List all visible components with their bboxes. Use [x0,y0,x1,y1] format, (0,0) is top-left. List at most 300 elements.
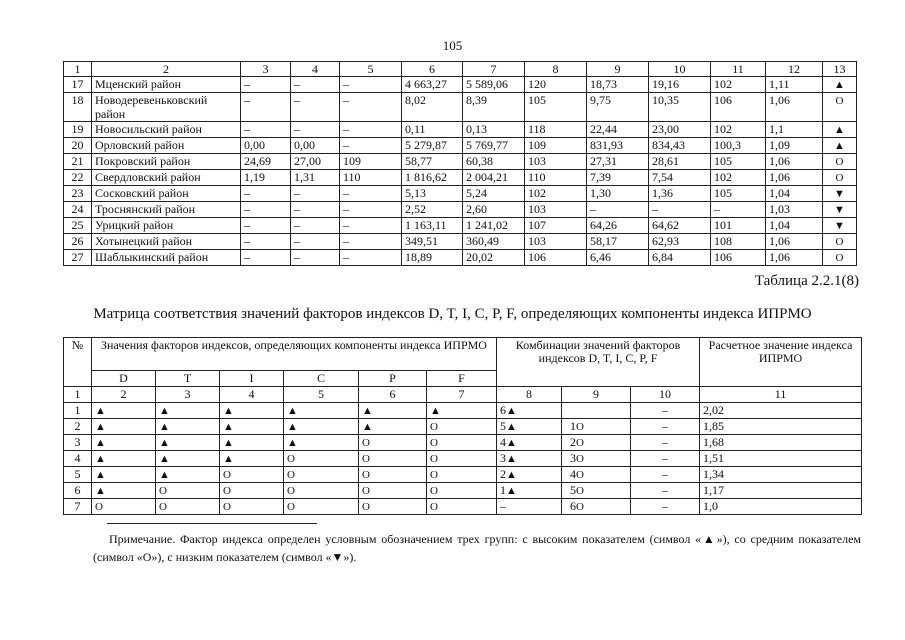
table-row [64,186,857,202]
column-number: 4 [220,387,284,403]
value-cell: – [649,202,711,218]
factor-letter: P [359,371,427,387]
value-cell: 1,04 [766,218,823,234]
district-name: Сосковский район [92,186,241,202]
indicator-cell [823,202,857,218]
value-cell: – [291,122,340,138]
column-number: 11 [700,387,862,403]
calculated-value: 2,02 [700,403,862,419]
district-indicators-table [63,61,857,266]
header-factor-values: Значения факторов индексов, определяющих компоненты индекса ИПРМО [92,338,497,371]
value-cell: – [241,202,291,218]
triangle-up-icon: ▲ [223,453,234,465]
combination-cell: – [631,451,700,467]
triangle-down-icon: ▼ [834,220,845,232]
value-cell: – [241,234,291,250]
combination-cell: – [631,499,700,515]
calculated-value: 1,68 [700,435,862,451]
value-cell: 1,04 [766,186,823,202]
row-number: 6 [64,483,92,499]
circle-icon: O [223,485,231,497]
row-number: 21 [64,154,92,170]
circle-icon: O [362,501,370,513]
circle-icon: O [287,501,295,513]
value-cell: 18,73 [587,77,649,93]
combination-cell: – [631,483,700,499]
value-cell: 102 [711,77,766,93]
factor-cell [92,467,156,483]
value-cell: 22,44 [587,122,649,138]
value-cell: 8,39 [463,93,525,122]
value-cell: 108 [711,234,766,250]
value-cell: 106 [711,93,766,122]
district-name: Свердловский район [92,170,241,186]
factor-cell [156,451,220,467]
value-cell: 349,51 [402,234,463,250]
value-cell: 6,46 [587,250,649,266]
circle-icon: O [835,236,844,248]
row-number: 20 [64,138,92,154]
header-calculated-value: Расчетное значение индекса ИПРМО [700,338,862,387]
table2-numbers-row [64,387,862,403]
combination-cell [497,451,562,467]
value-cell: 58,17 [587,234,649,250]
value-cell: 1,06 [766,170,823,186]
triangle-up-icon: ▲ [159,437,170,449]
combination-count: – [500,499,507,513]
column-number: 4 [291,62,340,77]
table-row [64,138,857,154]
table1-header-row [64,62,857,77]
calculated-value: 1,17 [700,483,862,499]
triangle-up-icon: ▲ [287,421,298,433]
triangle-up-icon: ▲ [834,124,845,136]
value-cell: 105 [711,186,766,202]
column-number: 5 [284,387,359,403]
combination-count: 2 [570,435,577,449]
factor-letter: F [427,371,497,387]
value-cell: 5,13 [402,186,463,202]
combination-cell: – [631,419,700,435]
combination-count: 1 [570,419,577,433]
column-number: 2 [92,62,241,77]
value-cell: 102 [525,186,587,202]
circle-icon: O [287,485,295,497]
combination-cell [562,451,631,467]
district-name: Орловский район [92,138,241,154]
column-number: 5 [340,62,402,77]
circle-icon: O [576,485,584,497]
value-cell: 9,75 [587,93,649,122]
value-cell: 0,00 [291,138,340,154]
value-cell: 1 241,02 [463,218,525,234]
factor-cell [156,467,220,483]
value-cell: 5,24 [463,186,525,202]
district-name: Новосильский район [92,122,241,138]
factor-cell [427,499,497,515]
circle-icon: O [159,501,167,513]
row-number: 18 [64,93,92,122]
table-row [64,467,862,483]
triangle-up-icon: ▲ [159,469,170,481]
value-cell: 106 [711,250,766,266]
column-number: 6 [402,62,463,77]
header-number: № [64,338,92,387]
triangle-up-icon: ▲ [506,421,517,433]
value-cell: 120 [525,77,587,93]
triangle-up-icon: ▲ [287,405,298,417]
value-cell: 2,52 [402,202,463,218]
value-cell: 1 816,62 [402,170,463,186]
factor-cell [220,435,284,451]
value-cell: 62,93 [649,234,711,250]
value-cell: 23,00 [649,122,711,138]
calculated-value: 1,0 [700,499,862,515]
combination-count: 6 [570,499,577,513]
triangle-up-icon: ▲ [506,469,517,481]
factor-cell [92,483,156,499]
factor-cell [92,499,156,515]
factor-cell [427,419,497,435]
district-name: Шаблыкинский район [92,250,241,266]
factor-cell [284,499,359,515]
footnote-divider [107,523,317,524]
value-cell: 1,31 [291,170,340,186]
circle-icon: O [223,501,231,513]
triangle-up-icon: ▲ [362,405,373,417]
triangle-up-icon: ▲ [506,405,517,417]
combination-cell [562,403,631,419]
column-number: 12 [766,62,823,77]
value-cell: 109 [525,138,587,154]
row-number: 3 [64,435,92,451]
value-cell: – [291,234,340,250]
row-number: 2 [64,419,92,435]
triangle-up-icon: ▲ [834,140,845,152]
combination-cell [562,483,631,499]
row-number: 19 [64,122,92,138]
header-combinations: Комбинации значений факторов индексов D, T, I, C, P, F [497,338,700,387]
value-cell: – [340,218,402,234]
value-cell: 110 [340,170,402,186]
combination-count: 5 [500,419,507,433]
indicator-cell [823,138,857,154]
triangle-up-icon: ▲ [159,453,170,465]
value-cell: 103 [525,202,587,218]
row-number: 24 [64,202,92,218]
value-cell: 7,54 [649,170,711,186]
factor-cell [359,451,427,467]
value-cell: 58,77 [402,154,463,170]
value-cell: 1,06 [766,250,823,266]
combination-cell [497,403,562,419]
value-cell: 107 [525,218,587,234]
value-cell: – [587,202,649,218]
factor-cell [220,419,284,435]
circle-icon: O [576,453,584,465]
value-cell: – [241,218,291,234]
value-cell: 28,61 [649,154,711,170]
triangle-up-icon: ▲ [95,437,106,449]
value-cell: 10,35 [649,93,711,122]
triangle-up-icon: ▲ [95,453,106,465]
value-cell: – [340,138,402,154]
value-cell: – [241,122,291,138]
column-number: 9 [587,62,649,77]
circle-icon: O [430,453,438,465]
factor-cell [427,467,497,483]
combination-count: 3 [500,451,507,465]
table-row [64,451,862,467]
table-row [64,202,857,218]
value-cell: 102 [711,170,766,186]
district-name: Троснянский район [92,202,241,218]
value-cell: 834,43 [649,138,711,154]
triangle-up-icon: ▲ [223,421,234,433]
factor-cell [359,419,427,435]
factor-cell [92,419,156,435]
factor-cell [156,403,220,419]
triangle-up-icon: ▲ [95,421,106,433]
combination-count: 2 [500,467,507,481]
value-cell: – [291,250,340,266]
circle-icon: O [430,501,438,513]
combination-cell [497,483,562,499]
table-title: Матрица соответствия значений факторов индексов D, T, I, C, P, F, определяющих компоненты индекса ИПРМО [93,306,812,322]
table-row [64,154,857,170]
row-number: 25 [64,218,92,234]
value-cell: 1,06 [766,154,823,170]
row-number: 4 [64,451,92,467]
value-cell: – [340,122,402,138]
factor-cell [156,419,220,435]
value-cell: 102 [711,122,766,138]
value-cell: 106 [525,250,587,266]
column-number: 10 [649,62,711,77]
indicator-cell [823,186,857,202]
value-cell: 24,69 [241,154,291,170]
indicator-cell [823,250,857,266]
value-cell: – [291,77,340,93]
combination-cell [562,435,631,451]
indicator-cell [823,122,857,138]
factor-letter: I [220,371,284,387]
indicator-cell [823,234,857,250]
row-number: 17 [64,77,92,93]
column-number: 10 [631,387,700,403]
circle-icon: O [576,421,584,433]
combination-cell [497,435,562,451]
footnote: Примечание. Фактор индекса определен условным обозначением трех групп: с высоким показателем (символ «▲»), со средним показателем (символ «О»), с низким показателем (символ «▼»). [93,532,861,564]
circle-icon: O [287,453,295,465]
triangle-up-icon: ▲ [159,405,170,417]
triangle-down-icon: ▼ [834,188,845,200]
combination-cell: – [631,467,700,483]
triangle-up-icon: ▲ [223,437,234,449]
triangle-up-icon: ▲ [95,469,106,481]
factor-cell [359,483,427,499]
table-row [64,170,857,186]
factor-cell [284,467,359,483]
factor-cell [156,483,220,499]
circle-icon: O [159,485,167,497]
combination-cell: – [631,403,700,419]
circle-icon: O [362,437,370,449]
value-cell: 118 [525,122,587,138]
value-cell: – [340,234,402,250]
column-number: 8 [525,62,587,77]
table2-header-row [64,338,862,371]
value-cell: 8,02 [402,93,463,122]
factor-matrix-table [63,337,862,515]
circle-icon: O [835,156,844,168]
value-cell: 100,3 [711,138,766,154]
value-cell: 0,13 [463,122,525,138]
factor-cell [427,483,497,499]
value-cell: 1,19 [241,170,291,186]
circle-icon: O [287,469,295,481]
factor-cell [220,499,284,515]
value-cell: 103 [525,234,587,250]
circle-icon: O [362,453,370,465]
table-row [64,234,857,250]
value-cell: 1,36 [649,186,711,202]
combination-cell [562,419,631,435]
factor-cell [156,435,220,451]
combination-cell: – [631,435,700,451]
factor-cell [427,435,497,451]
circle-icon: O [362,485,370,497]
circle-icon: O [430,469,438,481]
factor-letter: D [92,371,156,387]
value-cell: 0,00 [241,138,291,154]
value-cell: 60,38 [463,154,525,170]
value-cell: 5 769,77 [463,138,525,154]
value-cell: 110 [525,170,587,186]
triangle-up-icon: ▲ [159,421,170,433]
value-cell: 27,31 [587,154,649,170]
value-cell: 101 [711,218,766,234]
table-row [64,419,862,435]
value-cell: – [340,202,402,218]
triangle-up-icon: ▲ [506,485,517,497]
row-number: 27 [64,250,92,266]
value-cell: 27,00 [291,154,340,170]
combination-cell [497,467,562,483]
table-row [64,93,857,122]
circle-icon: O [430,421,438,433]
value-cell: – [241,250,291,266]
triangle-up-icon: ▲ [362,421,373,433]
triangle-up-icon: ▲ [430,405,441,417]
triangle-up-icon: ▲ [834,79,845,91]
triangle-up-icon: ▲ [506,437,517,449]
page-number: 105 [442,38,463,53]
value-cell: 64,26 [587,218,649,234]
factor-cell [284,483,359,499]
calculated-value: 1,85 [700,419,862,435]
table-row [64,483,862,499]
row-number: 26 [64,234,92,250]
calculated-value: 1,51 [700,451,862,467]
factor-cell [427,451,497,467]
value-cell: 1,03 [766,202,823,218]
indicator-cell [823,218,857,234]
value-cell: – [340,186,402,202]
value-cell: – [241,93,291,122]
row-number: 23 [64,186,92,202]
circle-icon: O [835,252,844,264]
column-number: 9 [562,387,631,403]
table-row [64,499,862,515]
value-cell: – [340,77,402,93]
value-cell: 64,62 [649,218,711,234]
circle-icon: O [576,469,584,481]
column-number: 8 [497,387,562,403]
value-cell: 1 163,11 [402,218,463,234]
circle-icon: O [95,501,103,513]
value-cell: – [340,93,402,122]
row-number: 7 [64,499,92,515]
combination-cell [562,467,631,483]
table-row [64,218,857,234]
column-number: 3 [156,387,220,403]
calculated-value: 1,34 [700,467,862,483]
value-cell: 360,49 [463,234,525,250]
value-cell: 105 [711,154,766,170]
value-cell: 18,89 [402,250,463,266]
circle-icon: O [576,501,584,513]
indicator-cell [823,154,857,170]
combination-count: 4 [500,435,507,449]
column-number: 2 [92,387,156,403]
value-cell: – [291,186,340,202]
district-name: Мценский район [92,77,241,93]
circle-icon: O [576,437,584,449]
combination-cell [497,419,562,435]
combination-count: 1 [500,483,507,497]
indicator-cell [823,77,857,93]
factor-cell [284,403,359,419]
row-number: 22 [64,170,92,186]
value-cell: – [291,202,340,218]
triangle-up-icon: ▲ [506,453,517,465]
combination-cell [497,499,562,515]
factor-cell [284,451,359,467]
district-name: Покровский район [92,154,241,170]
factor-letter: C [284,371,359,387]
circle-icon: O [835,172,844,184]
value-cell: – [711,202,766,218]
value-cell: 19,16 [649,77,711,93]
district-name: Новодеревеньковский район [92,93,241,122]
factor-cell [92,403,156,419]
factor-cell [220,403,284,419]
factor-cell [220,483,284,499]
factor-cell [359,499,427,515]
value-cell: – [291,218,340,234]
factor-cell [359,435,427,451]
column-number: 13 [823,62,857,77]
value-cell: – [291,93,340,122]
table-row [64,435,862,451]
triangle-up-icon: ▲ [287,437,298,449]
value-cell: – [241,77,291,93]
factor-cell [220,451,284,467]
value-cell: 20,02 [463,250,525,266]
circle-icon: O [430,485,438,497]
column-number: 3 [241,62,291,77]
